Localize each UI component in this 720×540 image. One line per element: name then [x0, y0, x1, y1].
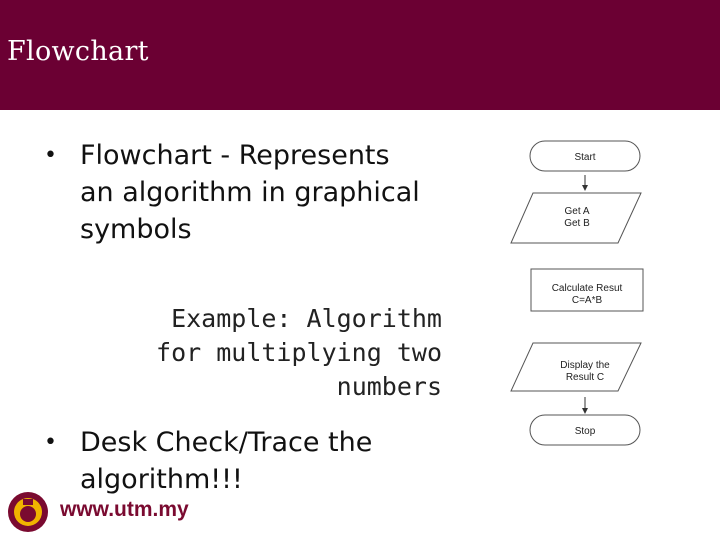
title-bar [0, 0, 720, 110]
example-line: for multiplying two [156, 338, 442, 367]
bullet-marker: • [44, 143, 57, 168]
input-label: Get B [564, 218, 590, 229]
utm-logo [6, 490, 50, 534]
bullet-text [80, 424, 372, 498]
output-label: Result C [565, 372, 605, 383]
bullet-text [80, 137, 420, 248]
process-label: Calculate Resut [551, 283, 623, 294]
example-line: Example: Algorithm [171, 304, 442, 333]
bullet-line: algorithm!!! [80, 464, 243, 495]
start-label: Start [574, 152, 596, 163]
bullet-line: symbols [80, 214, 192, 245]
stop-label: Stop [574, 426, 596, 437]
flowchart-diagram [505, 135, 655, 455]
process-label: C=A*B [571, 295, 603, 306]
example-line: numbers [336, 372, 442, 401]
website-url[interactable]: www.utm.my [60, 498, 189, 521]
example-text [80, 302, 442, 404]
slide-title: Flowchart [7, 36, 149, 67]
input-label: Get A [564, 206, 590, 217]
bullet-line: Flowchart - Represents [80, 140, 390, 171]
bullet-line: an algorithm in graphical [80, 177, 420, 208]
output-label: Display the [560, 360, 610, 371]
bullet-line: Desk Check/Trace the [80, 427, 373, 458]
bullet-marker: • [44, 430, 57, 455]
